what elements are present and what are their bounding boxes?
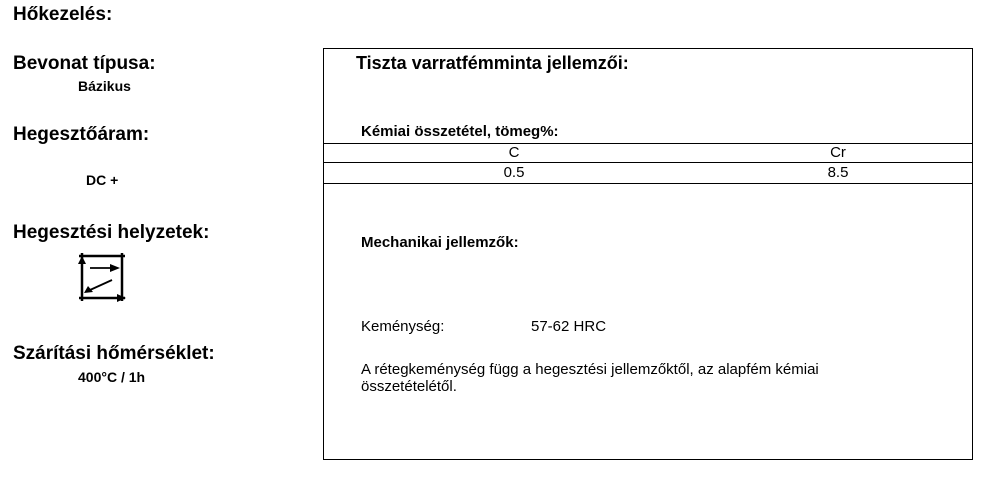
table-header-row xyxy=(324,144,972,163)
welding-positions-label: Hegesztési helyzetek: xyxy=(13,222,210,243)
mechanical-properties-label: Mechanikai jellemzők: xyxy=(361,234,519,251)
welding-current-label: Hegesztőáram: xyxy=(13,124,150,145)
hardness-label: Keménység: xyxy=(361,318,445,335)
welding-positions-icon xyxy=(76,250,130,304)
welding-current-value: DC + xyxy=(86,172,119,188)
drying-temp-value: 400°C / 1h xyxy=(78,369,146,385)
heat-treatment-label: Hőkezelés: xyxy=(13,4,113,25)
weld-metal-properties-box xyxy=(323,48,973,460)
coating-type-label: Bevonat típusa: xyxy=(13,53,156,74)
box-title: Tiszta varratfémminta jellemzői: xyxy=(356,53,629,73)
hardness-value: 57-62 HRC xyxy=(531,318,607,335)
table-cell-c-value: 0.5 xyxy=(324,163,704,184)
table-cell-cr-value: 8.5 xyxy=(704,163,972,184)
chemical-composition-label: Kémiai összetétel, tömeg%: xyxy=(361,123,559,140)
coating-type-value: Bázikus xyxy=(78,78,131,94)
table-header-cell-c: C xyxy=(324,144,704,163)
hardness-note: A rétegkeménység függ a hegesztési jellemzőktől, az alapfém kémiai összetételétől. xyxy=(361,361,819,395)
chemical-composition-table xyxy=(324,143,972,184)
table-row xyxy=(324,163,972,184)
table-header-cell-cr: Cr xyxy=(704,144,972,163)
drying-temp-label: Szárítási hőmérséklet: xyxy=(13,343,215,364)
